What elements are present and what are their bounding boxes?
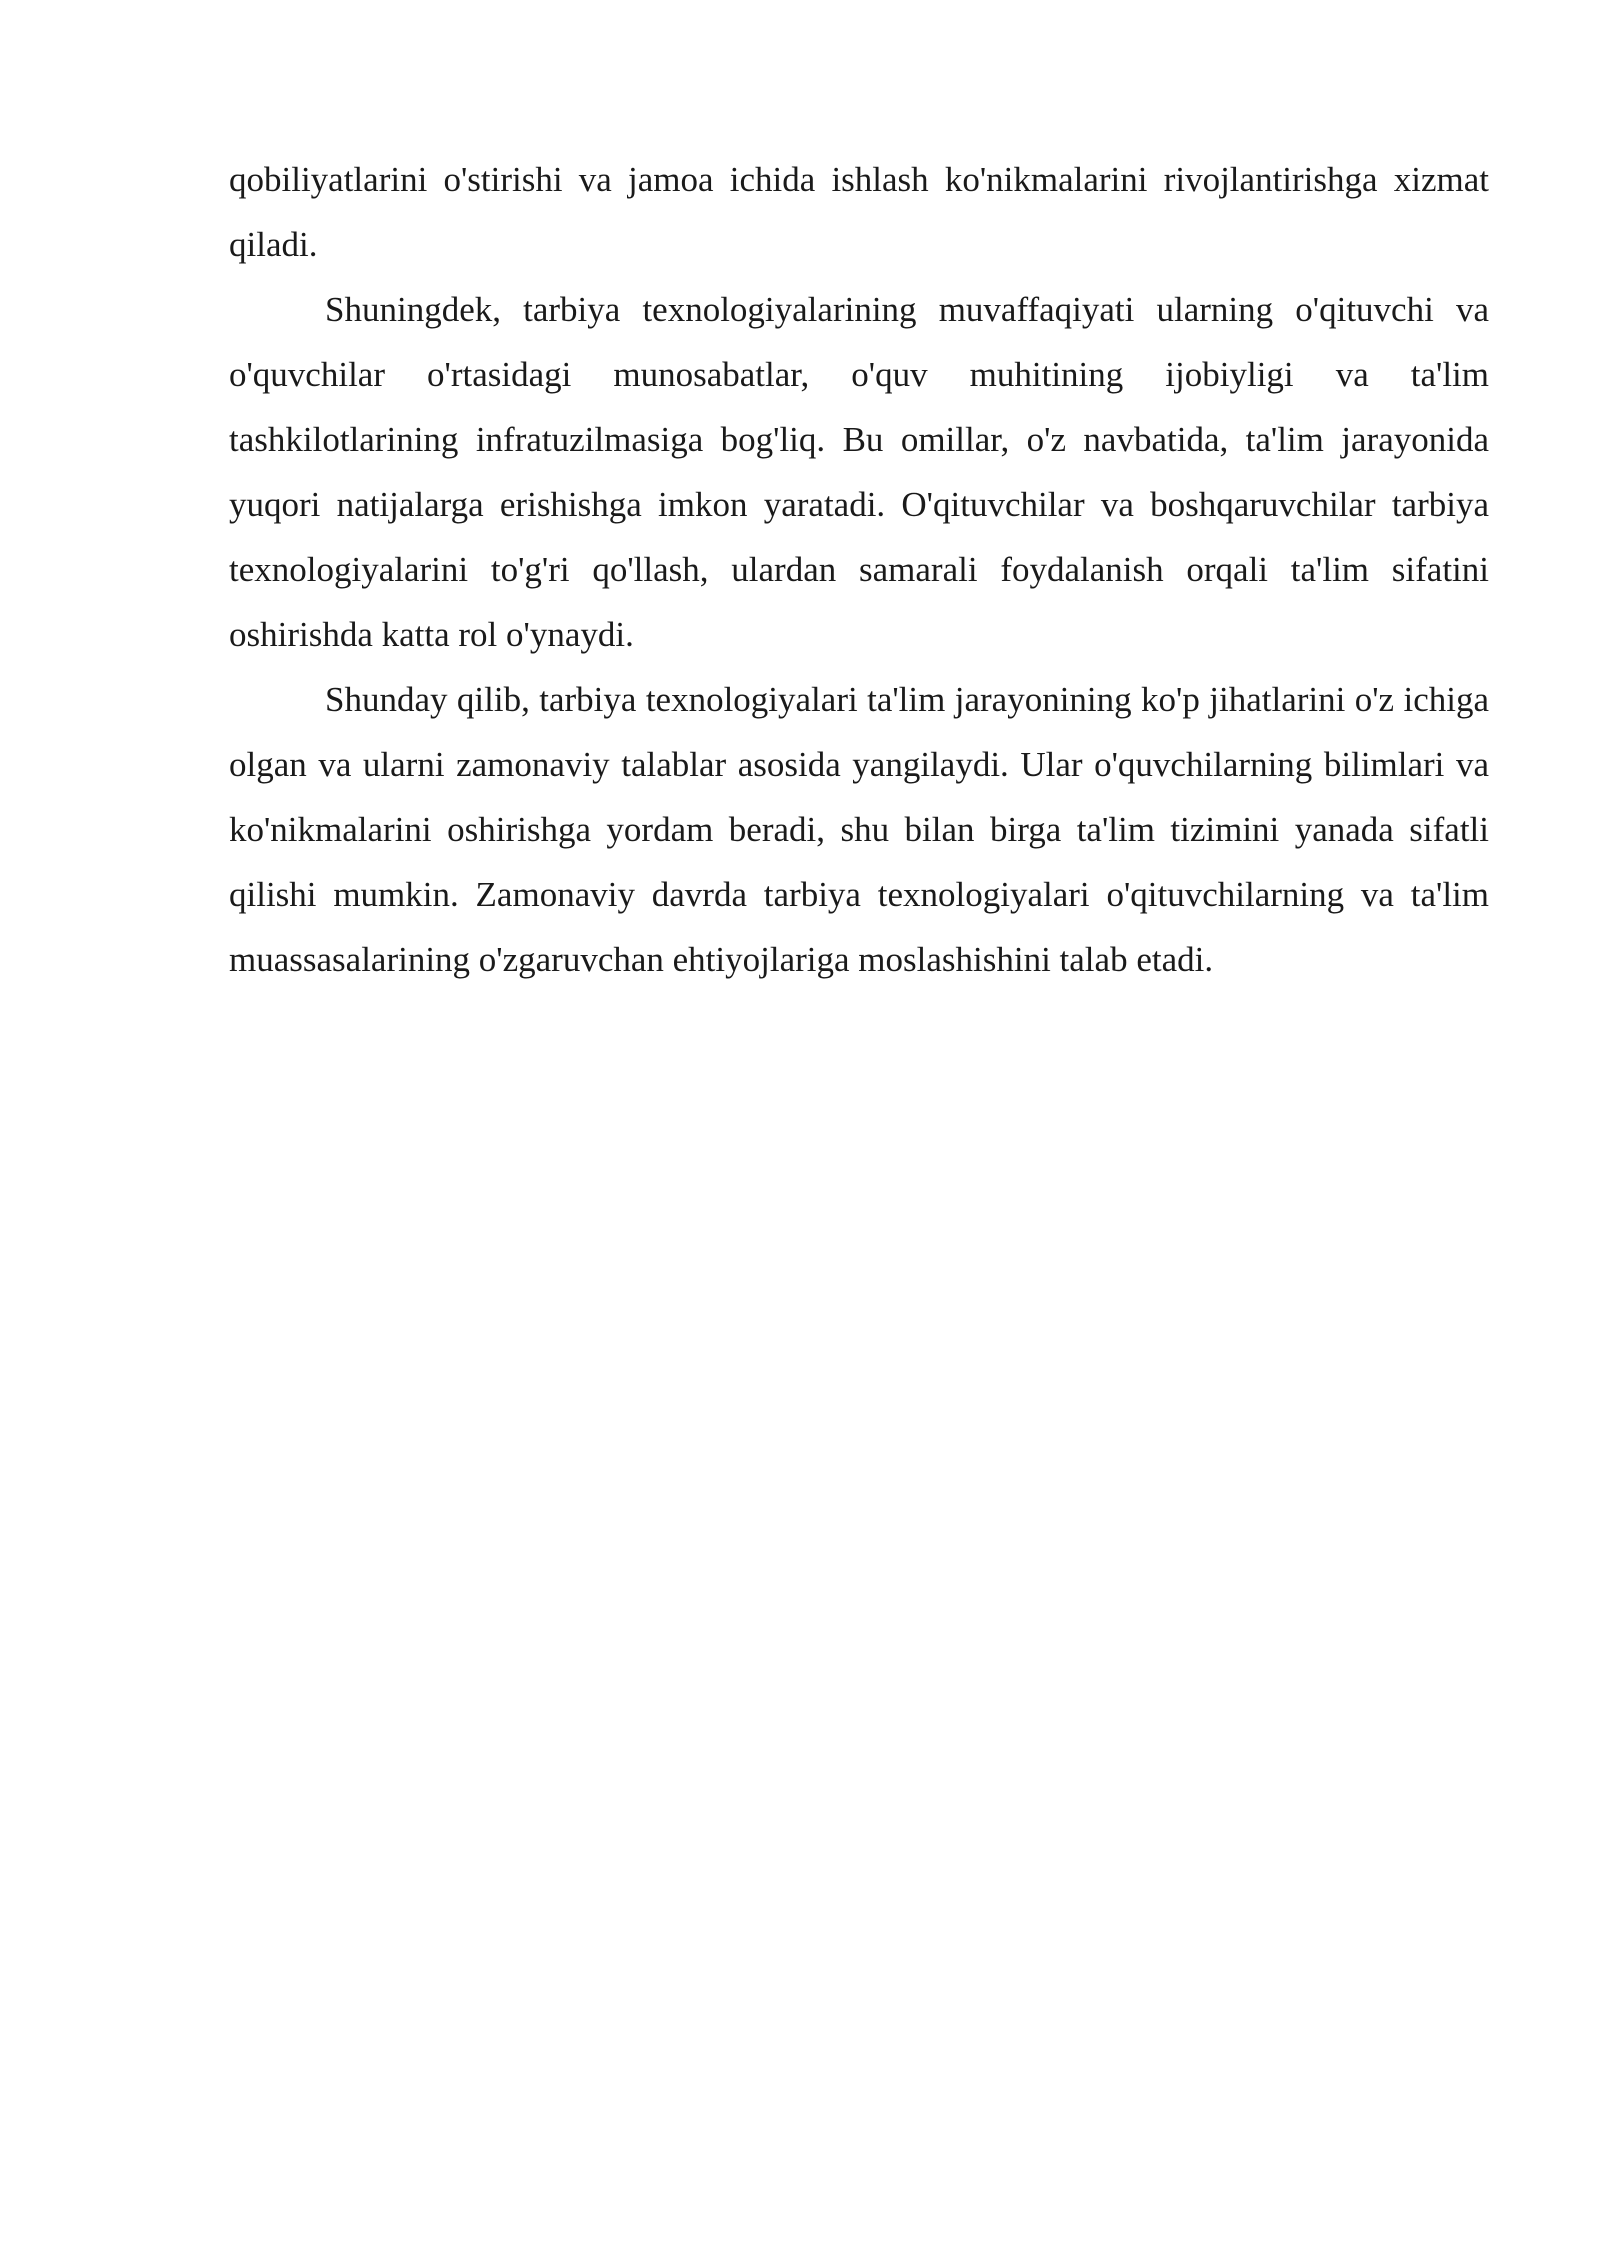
- paragraph: Shuningdek, tarbiya texnologiyalarining muvaffaqiyati ularning o'qituvchi va o'quvchilar o'rtasidagi munosabatlar, o'quv muhitining ijobiyligi va ta'lim tashkilotlarining infratuzilmasiga bog'liq. Bu omillar, o'z navbatida, ta'lim jarayonida yuqori natijalarga erishishga imkon yaratadi. O'qituvchilar va boshqaruvchilar tarbiya texnologiyalarini to'g'ri qo'llash, ulardan samarali foydalanish orqali ta'lim sifatini oshirishda katta rol o'ynaydi.: [229, 290, 1489, 654]
- paragraph-continuation: qobiliyatlarini o'stirishi va jamoa ichida ishlash ko'nikmalarini rivojlantirishga xizmat qiladi.: [229, 160, 1489, 264]
- paragraph: Shunday qilib, tarbiya texnologiyalari ta'lim jarayonining ko'p jihatlarini o'z ichiga olgan va ularni zamonaviy talablar asosida yangilaydi. Ular o'quvchilarning bilimlari va ko'nikmalarini oshirishga yordam beradi, shu bilan birga ta'lim tizimini yanada sifatli qilishi mumkin. Zamonaviy davrda tarbiya texnologiyalari o'qituvchilarning va ta'lim muassasalarining o'zgaruvchan ehtiyojlariga moslashishini talab etadi.: [229, 680, 1489, 979]
- document-body: [229, 147, 1489, 992]
